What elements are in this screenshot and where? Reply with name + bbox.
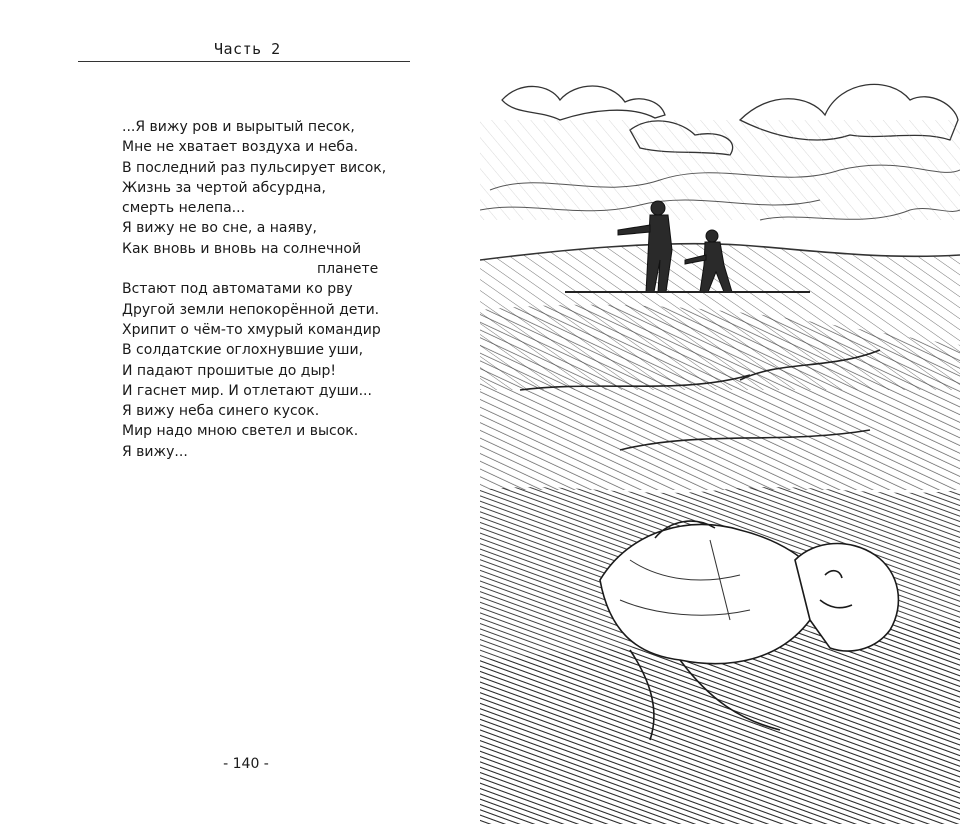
poem-line: И гаснет мир. И отлетают души...	[122, 382, 372, 399]
poem-line: В последний раз пульсирует висок,	[122, 159, 387, 176]
poem-line: Другой земли непокорённой дети.	[122, 301, 380, 318]
right-page	[480, 60, 960, 824]
poem-line: Хрипит о чём-то хмурый командир	[122, 321, 381, 338]
poem-line: Мне не хватает воздуха и неба.	[122, 139, 359, 156]
poem-text	[122, 117, 387, 462]
pencil-sketch-illustration	[480, 60, 960, 824]
poem-line: Я вижу неба синего кусок.	[122, 403, 320, 420]
poem-line: Мир надо мною светел и высок.	[122, 423, 359, 440]
poem-line: В солдатские оглохнувшие уши,	[122, 342, 364, 359]
poem-line: И падают прошитые до дыр!	[122, 362, 337, 379]
poem-line: Жизнь за чертой абсурдна,	[122, 179, 326, 196]
header-divider	[78, 61, 410, 62]
poem-line: смерть нелепа...	[122, 200, 246, 217]
page-number: - 140 -	[223, 756, 269, 772]
poem-line: Встают под автоматами ко рву	[122, 281, 353, 298]
poem-line: ...Я вижу ров и вырытый песок,	[122, 119, 355, 135]
poem-line: планете	[317, 261, 379, 278]
poem-line: Я вижу не во сне, а наяву,	[122, 220, 317, 237]
chapter-header: Часть 2	[214, 40, 281, 58]
poem-line: Я вижу...	[122, 443, 188, 460]
poem-line: Как вновь и вновь на солнечной	[122, 240, 362, 257]
